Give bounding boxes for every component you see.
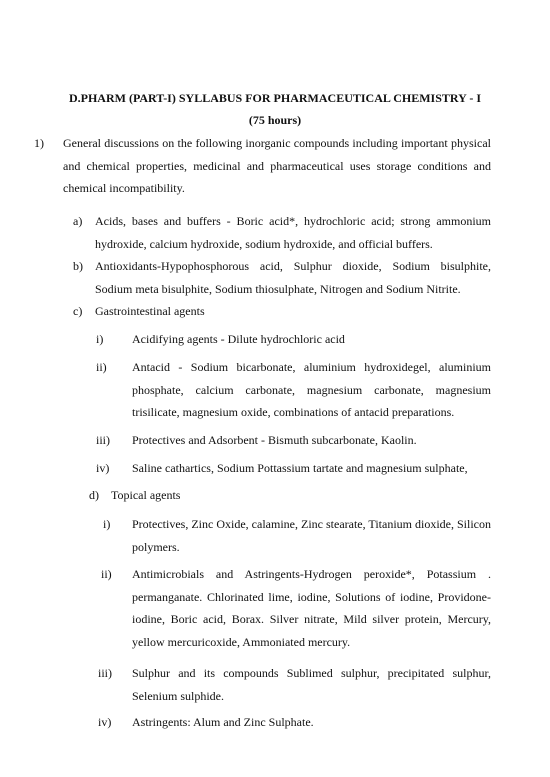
item-1-text: General discussions on the following inorganic compounds including important physical and chemical properties, medicinal and pharmaceutical uses storage conditions and chemical incompatibility. <box>63 136 491 195</box>
page-title: D.PHARM (PART-I) SYLLABUS FOR PHARMACEUTICAL CHEMISTRY - I <box>68 91 482 105</box>
section-c-item-4-text: Saline cathartics, Sodium Pottassium tartate and magnesium sulphate, <box>132 461 468 475</box>
section-d-item-1-text: Protectives, Zinc Oxide, calamine, Zinc stearate, Titanium dioxide, Silicon polymers. <box>132 517 491 554</box>
section-d-item-2-label: ii) <box>101 567 112 581</box>
page-subtitle: (75 hours) <box>248 113 302 127</box>
section-c-title: Gastrointestinal agents <box>95 304 205 318</box>
section-d-item-1-label: i) <box>103 517 111 531</box>
section-c-item-4-label: iv) <box>96 461 110 475</box>
item-1-number: 1) <box>34 136 44 150</box>
section-a-label: a) <box>73 214 83 228</box>
section-c-item-3-label: iii) <box>96 433 110 447</box>
section-b-text: Antioxidants-Hypophosphorous acid, Sulphur dioxide, Sodium bisulphite, Sodium meta bisulphite, Sodium thiosulphate, Nitrogen and Sodium Nitrite. <box>95 259 491 296</box>
section-d-item-2-text: Antimicrobials and Astringents-Hydrogen peroxide*, Potassium . permanganate. Chlorinated lime, iodine, Solutions of iodine, Providone-iodine, Boric acid, Borax. Silver nitrate, Mild silver protein, Mercury, yellow mercuricoxide, Ammoniated mercury. <box>132 567 491 649</box>
section-d-item-3-label: iii) <box>98 666 112 680</box>
section-c-item-3-text: Protectives and Adsorbent - Bismuth subcarbonate, Kaolin. <box>132 433 417 447</box>
section-d-label: d) <box>89 488 99 502</box>
section-b-label: b) <box>73 259 83 273</box>
section-c-item-1-label: i) <box>96 332 104 346</box>
section-a-text: Acids, bases and buffers - Boric acid*, hydrochloric acid; strong ammonium hydroxide, calcium hydroxide, sodium hydroxide, and official buffers. <box>95 214 491 251</box>
section-d-item-4-text: Astringents: Alum and Zinc Sulphate. <box>132 715 314 729</box>
section-c-item-1-text: Acidifying agents - Dilute hydrochloric acid <box>132 332 345 346</box>
section-d-item-3-text: Sulphur and its compounds Sublimed sulphur, precipitated sulphur, Selenium sulphide. <box>132 666 491 703</box>
section-d-title: Topical agents <box>111 488 181 502</box>
section-d-item-4-label: iv) <box>98 715 112 729</box>
section-c-label: c) <box>73 304 83 318</box>
section-c-item-2-label: ii) <box>96 360 107 374</box>
section-c-item-2-text: Antacid - Sodium bicarbonate, aluminium hydroxidegel, aluminium phosphate, calcium carbonate, magnesium carbonate, magnesium trisilicate, magnesium oxide, combinations of antacid preparations. <box>132 360 491 419</box>
